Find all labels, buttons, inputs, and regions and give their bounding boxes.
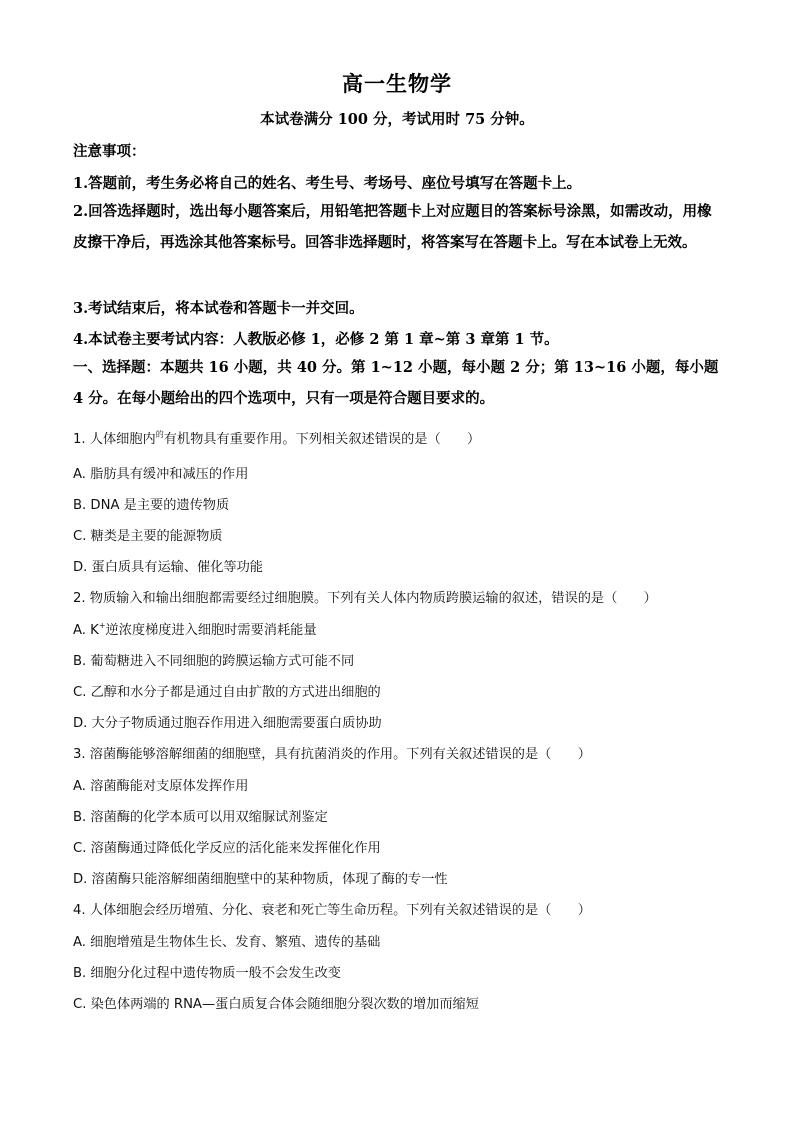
question-2-option-a-prefix: A. K [73, 623, 99, 638]
question-2-option-c: C. 乙醇和水分子都是通过自由扩散的方式进出细胞的 [73, 685, 381, 700]
question-1-option-b: B. DNA 是主要的遗传物质 [73, 498, 230, 513]
notes-item-4: 4.本试卷主要考试内容：人教版必修 1，必修 2 第 1 章~第 3 章第 1 节。 [73, 331, 559, 348]
question-1-stem-start: 1. 人体细胞内 [73, 432, 156, 447]
notes-heading: 注意事项： [73, 143, 146, 160]
question-1-option-c: C. 糖类是主要的能源物质 [73, 529, 223, 544]
question-1-stem-mark: 的 [155, 430, 164, 439]
question-3-option-b: B. 溶菌酶的化学本质可以用双缩脲试剂鉴定 [73, 810, 328, 825]
question-1-stem [73, 428, 480, 447]
question-2-option-b: B. 葡萄糖进入不同细胞的跨膜运输方式可能不同 [73, 654, 355, 669]
question-2-option-a [73, 619, 317, 638]
question-1-stem-end: 有机物具有重要作用。下列相关叙述错误的是（ ） [163, 432, 481, 447]
question-3-option-d: D. 溶菌酶只能溶解细菌细胞壁中的某种物质，体现了酶的专一性 [73, 872, 448, 887]
question-2-option-d: D. 大分子物质通过胞吞作用进入细胞需要蛋白质协助 [73, 716, 382, 731]
question-4-stem: 4. 人体细胞会经历增殖、分化、衰老和死亡等生命历程。下列有关叙述错误的是（ ） [73, 903, 591, 918]
question-1-option-a: A. 脂肪具有缓冲和减压的作用 [73, 467, 249, 482]
question-1-option-d: D. 蛋白质具有运输、催化等功能 [73, 560, 263, 575]
question-2-option-a-superscript: + [98, 621, 106, 630]
page-title: 高一生物学 [342, 71, 452, 96]
question-4-option-c: C. 染色体两端的 RNA—蛋白质复合体会随细胞分裂次数的增加而缩短 [73, 997, 479, 1012]
notes-item-1: 1.答题前，考生务必将自己的姓名、考生号、考场号、座位号填写在答题卡上。 [73, 175, 582, 192]
notes-item-3: 3.考试结束后，将本试卷和答题卡一并交回。 [73, 300, 364, 317]
question-2-option-a-text: 逆浓度梯度进入细胞时需要消耗能量 [105, 623, 317, 638]
question-3-stem: 3. 溶菌酶能够溶解细菌的细胞壁，具有抗菌消炎的作用。下列有关叙述错误的是（ ） [73, 747, 591, 762]
question-2-stem: 2. 物质输入和输出细胞都需要经过细胞膜。下列有关人体内物质跨膜运输的叙述，错误的是（ ） [73, 591, 657, 606]
notes-item-2: 2.回答选择题时，选出每小题答案后，用铅笔把答题卡上对应题目的答案标号涂黑，如需改动，用橡皮擦干净后，再选涂其他答案标号。回答非选择题时，将答案写在答题卡上。写在本试卷上无效。 [73, 203, 712, 251]
section-1-intro: 一、选择题：本题共 16 小题，共 40 分。第 1~12 小题，每小题 2 分；第 13~16 小题，每小题 4 分。在每小题给出的四个选项中，只有一项是符合题目要求的。 [73, 359, 719, 407]
question-4-option-b: B. 细胞分化过程中遗传物质一般不会发生改变 [73, 966, 341, 981]
question-3-option-a: A. 溶菌酶能对支原体发挥作用 [73, 779, 249, 794]
question-3-option-c: C. 溶菌酶通过降低化学反应的活化能来发挥催化作用 [73, 841, 381, 856]
exam-subtitle: 本试卷满分 100 分，考试用时 75 分钟。 [260, 111, 534, 128]
question-4-option-a: A. 细胞增殖是生物体生长、发育、繁殖、遗传的基础 [73, 935, 381, 950]
